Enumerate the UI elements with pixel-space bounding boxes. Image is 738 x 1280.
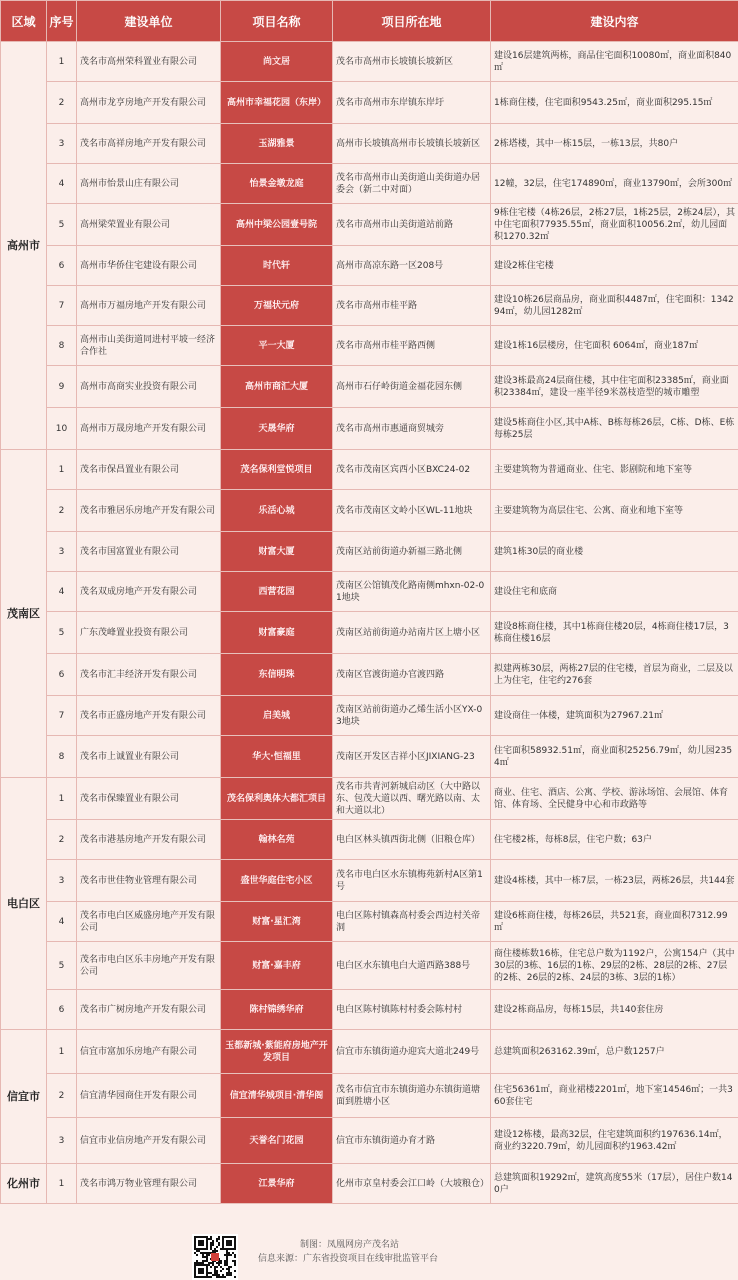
developer-cell: 高州市万福房地产开发有限公司	[77, 286, 221, 326]
seq-cell: 2	[47, 82, 77, 124]
location-cell: 茂名市信宜市东镇街道办东镇街道塘面到胜塘小区	[333, 1074, 491, 1118]
developer-cell: 高州市龙亨房地产开发有限公司	[77, 82, 221, 124]
seq-cell: 3	[47, 532, 77, 572]
table-row	[1, 490, 738, 532]
project-name-cell: 平一大厦	[221, 326, 333, 366]
table-row	[1, 82, 738, 124]
content-cell: 建设3栋最高24层商住楼，其中住宅面积23385㎡，商业面积23384㎡，建设一座半径9米荔枝造型的城市雕塑	[491, 366, 738, 408]
project-name-cell: 天誉名门花园	[221, 1118, 333, 1164]
location-cell: 茂南区站前街道办新福三路北侧	[333, 532, 491, 572]
table-row	[1, 942, 738, 990]
seq-cell: 7	[47, 696, 77, 736]
seq-cell: 4	[47, 572, 77, 612]
location-cell: 茂名市共青河新城启动区（大中路以东、包茂大道以西、曙光路以南、太和大道以北）	[333, 778, 491, 820]
content-cell: 主要建筑物为普通商业、住宅、影剧院和地下室等	[491, 450, 738, 490]
location-cell: 茂南区官渡街道办官渡四路	[333, 654, 491, 696]
table-row	[1, 572, 738, 612]
developer-cell: 茂名双成房地产开发有限公司	[77, 572, 221, 612]
project-name-cell: 信宜清华城项目·清华阁	[221, 1074, 333, 1118]
developer-cell: 茂名市高祥房地产开发有限公司	[77, 124, 221, 164]
region-cell: 茂南区	[1, 450, 47, 778]
seq-cell: 10	[47, 408, 77, 450]
project-name-cell: 高州市商汇大厦	[221, 366, 333, 408]
seq-cell: 4	[47, 902, 77, 942]
table-row	[1, 1030, 738, 1074]
location-cell: 茂名市茂南区宾西小区BXC24-02	[333, 450, 491, 490]
developer-cell: 茂名市上诚置业有限公司	[77, 736, 221, 778]
content-cell: 建设2栋商品房，每栋15层，共140套住房	[491, 990, 738, 1030]
developer-cell: 信宜市业信房地产开发有限公司	[77, 1118, 221, 1164]
seq-cell: 6	[47, 246, 77, 286]
developer-cell: 茂名市高州荣科置业有限公司	[77, 42, 221, 82]
content-cell: 1栋商住楼，住宅面积9543.25㎡，商业面积295.15㎡	[491, 82, 738, 124]
content-cell: 住宅面积58932.51㎡，商业面积25256.79㎡，幼儿园2354㎡	[491, 736, 738, 778]
credit-text: 制图：凤凰网房产茂名站	[300, 1240, 400, 1250]
region-cell: 电白区	[1, 778, 47, 1030]
header-region: 区域	[1, 1, 47, 42]
developer-cell: 高州市怡景山庄有限公司	[77, 164, 221, 204]
header-content: 建设内容	[491, 1, 738, 42]
table-row	[1, 860, 738, 902]
developer-cell: 茂名市国富置业有限公司	[77, 532, 221, 572]
table-row	[1, 42, 738, 82]
project-name-cell: 西营花园	[221, 572, 333, 612]
seq-cell: 3	[47, 860, 77, 902]
project-name-cell: 玉都新城·紫能府房地产开发项目	[221, 1030, 333, 1074]
table-row	[1, 1118, 738, 1164]
location-cell: 茂名市高州市桂平路西侧	[333, 326, 491, 366]
table-row	[1, 408, 738, 450]
content-cell: 建设商住一体楼，建筑面积为27967.21㎡	[491, 696, 738, 736]
content-cell: 建设6栋商住楼，每栋26层，共521套，商业面积7312.99㎡	[491, 902, 738, 942]
content-cell: 住宅楼2栋，每栋8层，住宅户数；63户	[491, 820, 738, 860]
developer-cell: 高州梁荣置业有限公司	[77, 204, 221, 246]
content-cell: 2栋塔楼，其中一栋15层，一栋13层，共80户	[491, 124, 738, 164]
project-name-cell: 高州中梁公园壹号院	[221, 204, 333, 246]
project-name-cell: 陈村锦绣华府	[221, 990, 333, 1030]
content-cell: 建设1栋16层楼房，住宅面积 6064㎡，商业187㎡	[491, 326, 738, 366]
content-cell: 建筑1栋30层的商业楼	[491, 532, 738, 572]
location-cell: 茂名市高州市山美街道站前路	[333, 204, 491, 246]
project-name-cell: 启美城	[221, 696, 333, 736]
developer-cell: 茂名市正盛房地产开发有限公司	[77, 696, 221, 736]
developer-cell: 茂名市电白区乐丰房地产开发有限公司	[77, 942, 221, 990]
developer-cell: 茂名市鸿万物业管理有限公司	[77, 1164, 221, 1204]
seq-cell: 3	[47, 124, 77, 164]
seq-cell: 9	[47, 366, 77, 408]
location-cell: 电白区林头镇西街北侧（旧粮仓库）	[333, 820, 491, 860]
location-cell: 茂名市高州市东岸镇东岸圩	[333, 82, 491, 124]
location-cell: 电白区陈村镇森高村委会西边村关帝洞	[333, 902, 491, 942]
content-cell: 建设5栋商住小区,其中A栋、B栋每栋26层，C栋、D栋、E栋每栋25层	[491, 408, 738, 450]
project-name-cell: 财富大厦	[221, 532, 333, 572]
developer-cell: 信宜清华园商住开发有限公司	[77, 1074, 221, 1118]
location-cell: 茂名市茂南区文岭小区WL-11地块	[333, 490, 491, 532]
header-location: 项目所在地	[333, 1, 491, 42]
developer-cell: 高州市高商实业投资有限公司	[77, 366, 221, 408]
developer-cell: 广东茂峰置业投资有限公司	[77, 612, 221, 654]
content-cell: 建设12栋楼，最高32层，住宅建筑面积约197636.14㎡，商业约3220.79㎡，幼儿园面积约1963.42㎡	[491, 1118, 738, 1164]
table-row	[1, 1164, 738, 1204]
content-cell: 住宅56361㎡，商业裙楼2201㎡，地下室14546㎡；一共360套住宅	[491, 1074, 738, 1118]
content-cell: 拟建两栋30层，两栋27层的住宅楼，首层为商业，二层及以上为住宅，住宅约276套	[491, 654, 738, 696]
project-name-cell: 时代轩	[221, 246, 333, 286]
content-cell: 建设住宅和底商	[491, 572, 738, 612]
project-name-cell: 财富·嘉丰府	[221, 942, 333, 990]
seq-cell: 5	[47, 204, 77, 246]
project-name-cell: 尚文居	[221, 42, 333, 82]
table-body	[1, 42, 738, 1204]
qr-code-icon	[192, 1234, 238, 1280]
project-name-cell: 江景华府	[221, 1164, 333, 1204]
content-cell: 建设2栋住宅楼	[491, 246, 738, 286]
table-row	[1, 654, 738, 696]
location-cell: 信宜市东镇街道办迎宾大道北249号	[333, 1030, 491, 1074]
header-seq: 序号	[47, 1, 77, 42]
location-cell: 茂名市高州市桂平路	[333, 286, 491, 326]
table-row	[1, 246, 738, 286]
developer-cell: 茂名市世佳物业管理有限公司	[77, 860, 221, 902]
project-name-cell: 天晟华府	[221, 408, 333, 450]
footer	[0, 1225, 738, 1280]
project-name-cell: 茂名保利堂悦项目	[221, 450, 333, 490]
location-cell: 茂名市电白区水东镇梅苑新村A区第1号	[333, 860, 491, 902]
table-row	[1, 902, 738, 942]
region-cell: 高州市	[1, 42, 47, 450]
seq-cell: 6	[47, 654, 77, 696]
developer-cell: 茂名市广树房地产开发有限公司	[77, 990, 221, 1030]
seq-cell: 1	[47, 1030, 77, 1074]
header-project: 项目名称	[221, 1, 333, 42]
seq-cell: 8	[47, 326, 77, 366]
location-cell: 高州市石仔岭街道金福花园东侧	[333, 366, 491, 408]
table-row	[1, 532, 738, 572]
location-cell: 茂南区公馆镇茂化路南侧mhxn-02-01地块	[333, 572, 491, 612]
seq-cell: 2	[47, 820, 77, 860]
seq-cell: 1	[47, 450, 77, 490]
seq-cell: 8	[47, 736, 77, 778]
seq-cell: 7	[47, 286, 77, 326]
project-name-cell: 财富豪庭	[221, 612, 333, 654]
seq-cell: 5	[47, 612, 77, 654]
project-name-cell: 盛世华庭住宅小区	[221, 860, 333, 902]
seq-cell: 4	[47, 164, 77, 204]
location-cell: 高州市高凉东路一区208号	[333, 246, 491, 286]
table-row	[1, 286, 738, 326]
table-row	[1, 778, 738, 820]
seq-cell: 6	[47, 990, 77, 1030]
project-name-cell: 财富·星汇湾	[221, 902, 333, 942]
table-row	[1, 164, 738, 204]
source-text: 信息来源：广东省投资项目在线审批监管平台	[258, 1254, 439, 1264]
developer-cell: 茂名市雅居乐房地产开发有限公司	[77, 490, 221, 532]
location-cell: 电白区水东镇电白大道西路388号	[333, 942, 491, 990]
table-row	[1, 820, 738, 860]
developer-cell: 高州市山美街道同进村平坡一经济合作社	[77, 326, 221, 366]
project-name-cell: 怡景金墩龙庭	[221, 164, 333, 204]
region-cell: 信宜市	[1, 1030, 47, 1164]
project-name-cell: 华大·恒福里	[221, 736, 333, 778]
table-row	[1, 990, 738, 1030]
seq-cell: 2	[47, 1074, 77, 1118]
table-row	[1, 696, 738, 736]
developer-cell: 茂名市港基房地产开发有限公司	[77, 820, 221, 860]
table-row	[1, 612, 738, 654]
project-name-cell: 翰林名苑	[221, 820, 333, 860]
location-cell: 茂南区站前街道办乙烯生活小区YX-03地块	[333, 696, 491, 736]
region-cell: 化州市	[1, 1164, 47, 1204]
content-cell: 商住楼栋数16栋，住宅总户数为1192户，公寓154户（其中30层的3栋、16层的1栋、29层的2栋、28层的2栋、27层的2栋、26层的2栋、24层的3栋、3层的1栋）	[491, 942, 738, 990]
table-row	[1, 736, 738, 778]
seq-cell: 1	[47, 1164, 77, 1204]
developer-cell: 信宜市富加乐房地产有限公司	[77, 1030, 221, 1074]
content-cell: 总建筑面积263162.39㎡，总户数1257户	[491, 1030, 738, 1074]
location-cell: 信宜市东镇街道办育才路	[333, 1118, 491, 1164]
developer-cell: 茂名市保昌置业有限公司	[77, 450, 221, 490]
table-row	[1, 366, 738, 408]
location-cell: 茂南区开发区吉祥小区JIXIANG-23	[333, 736, 491, 778]
seq-cell: 5	[47, 942, 77, 990]
location-cell: 电白区陈村镇陈村村委会陈村村	[333, 990, 491, 1030]
content-cell: 建设4栋楼，其中一栋7层，一栋23层，两栋26层，共144套	[491, 860, 738, 902]
content-cell: 建设16层建筑两栋，商品住宅面积10080㎡，商业面积840㎡	[491, 42, 738, 82]
project-name-cell: 东信明珠	[221, 654, 333, 696]
seq-cell: 1	[47, 42, 77, 82]
location-cell: 茂名市高州市惠通商贸城旁	[333, 408, 491, 450]
developer-cell: 茂名市电白区威盛房地产开发有限公司	[77, 902, 221, 942]
content-cell: 建设10栋26层商品房，商业面积4487㎡，住宅面积：134294㎡，幼儿园1282㎡	[491, 286, 738, 326]
seq-cell: 3	[47, 1118, 77, 1164]
location-cell: 茂名市高州市山美街道山美街道办居委会（新二中对面）	[333, 164, 491, 204]
developer-cell: 茂名市汇丰经济开发有限公司	[77, 654, 221, 696]
location-cell: 化州市京皇村委会江口岭（大坡粮仓）	[333, 1164, 491, 1204]
table-row	[1, 124, 738, 164]
seq-cell: 1	[47, 778, 77, 820]
content-cell: 商业、住宅、酒店、公寓、学校、游泳场馆、会展馆、体育馆、体育场、全民健身中心和市政路等	[491, 778, 738, 820]
location-cell: 高州市长坡镇高州市长坡镇长坡新区	[333, 124, 491, 164]
content-cell: 建设8栋商住楼，其中1栋商住楼20层，4栋商住楼17层，3栋商住楼16层	[491, 612, 738, 654]
developer-cell: 高州市华侨住宅建设有限公司	[77, 246, 221, 286]
project-name-cell: 茂名保利奥体大都汇项目	[221, 778, 333, 820]
location-cell: 茂名市高州市长坡镇长坡新区	[333, 42, 491, 82]
project-name-cell: 乐活心城	[221, 490, 333, 532]
content-cell: 9栋住宅楼（4栋26层，2栋27层，1栋25层，2栋24层），其中住宅面积77935.55㎡，商业面积10056.2㎡，幼儿园面积1270.32㎡	[491, 204, 738, 246]
header-row	[1, 1, 738, 42]
content-cell: 12幢，32层，住宅174890㎡，商业13790㎡，会所300㎡	[491, 164, 738, 204]
table-row	[1, 204, 738, 246]
project-name-cell: 万福状元府	[221, 286, 333, 326]
content-cell: 总建筑面积19292㎡，建筑高度55米（17层），居住户数140户	[491, 1164, 738, 1204]
project-name-cell: 玉湖雅景	[221, 124, 333, 164]
table-row	[1, 326, 738, 366]
location-cell: 茂南区站前街道办站南片区上塘小区	[333, 612, 491, 654]
developer-cell: 高州市万晟房地产开发有限公司	[77, 408, 221, 450]
table-row	[1, 450, 738, 490]
seq-cell: 2	[47, 490, 77, 532]
developer-cell: 茂名市保臻置业有限公司	[77, 778, 221, 820]
header-developer: 建设单位	[77, 1, 221, 42]
project-name-cell: 高州市幸福花园（东岸）	[221, 82, 333, 124]
content-cell: 主要建筑物为高层住宅、公寓、商业和地下室等	[491, 490, 738, 532]
table-row	[1, 1074, 738, 1118]
